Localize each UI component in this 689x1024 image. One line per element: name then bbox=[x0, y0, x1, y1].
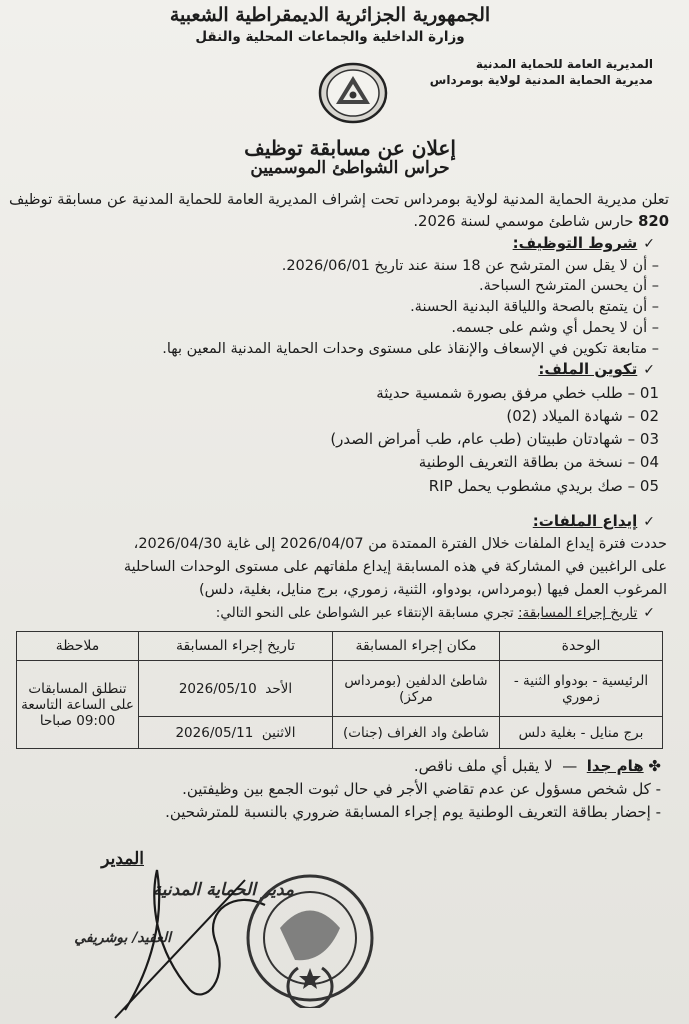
condition-item: – متابعة تكوين في الإسعاف والإنقاذ على مستوى وحدات الحماية المدنية المعين بها. bbox=[162, 341, 659, 357]
table-header: مكان إجراء المسابقة bbox=[333, 632, 500, 661]
deposit-heading: ✓إيداع الملفات: bbox=[532, 512, 655, 530]
important-note: - كل شخص مسؤول عن عدم تقاضي الأجر في حال ثبوت الجمع بين وظيفتين. bbox=[182, 780, 661, 798]
header-ministry: وزارة الداخلية والجماعات المحلية والنقل bbox=[195, 29, 465, 45]
official-stamp bbox=[240, 868, 380, 1008]
four-point-star-icon: ✤ bbox=[648, 757, 661, 775]
announcement-subtitle: حراس الشواطئ الموسميين bbox=[250, 158, 450, 178]
header-republic: الجمهورية الجزائرية الديمقراطية الشعبية bbox=[169, 4, 491, 26]
civil-protection-logo bbox=[318, 62, 388, 124]
header-directorate: مديرية الحماية المدنية لولاية بومرداس bbox=[429, 73, 653, 87]
schedule-heading: تاريخ إجراء المسابقة: bbox=[517, 605, 638, 621]
header-directorates bbox=[393, 56, 653, 88]
important-note: لا يقبل أي ملف ناقص. bbox=[413, 757, 553, 775]
file-item: 05 – صك بريدي مشطوب يحمل RIP bbox=[428, 477, 659, 495]
schedule-line bbox=[15, 603, 655, 623]
date-cell: الأحد 2026/05/10 bbox=[139, 661, 333, 717]
intro-part1: تعلن مديرية الحماية المدنية لولاية بومرداس تحت إشراف المديرية العامة للحماية المدنية عن مسابقة توظيف bbox=[9, 191, 669, 208]
date-cell: الاثنين 2026/05/11 bbox=[139, 717, 333, 749]
intro-count: 820 bbox=[638, 213, 669, 230]
place-cell: شاطئ واد الغراف (جنات) bbox=[333, 717, 500, 749]
table-header: تاريخ إجراء المسابقة bbox=[139, 632, 333, 661]
note-cell: تنطلق المسابقات على الساعة التاسعة 09:00 صباحا bbox=[17, 661, 139, 749]
important-line: ✤ هام جدا — لا يقبل أي ملف ناقص. bbox=[413, 757, 661, 775]
file-item: 04 – نسخة من بطاقة التعريف الوطنية bbox=[418, 453, 659, 471]
condition-item: – أن لا يحمل أي وشم على جسمه. bbox=[451, 320, 659, 336]
deposit-line2: على الراغبين في المشاركة في هذه المسابقة إيداع ملفاتهم على مستوى الوحدات الساحلية bbox=[123, 559, 667, 575]
condition-item: – أن لا يقل سن المترشح عن 18 سنة عند تاريخ 2026/06/01. bbox=[281, 258, 659, 274]
file-heading: ✓تكوين الملف: bbox=[538, 360, 655, 378]
table-row bbox=[17, 661, 663, 717]
schedule-text: تجري مسابقة الإنتقاء عبر الشواطئ على النحو التالي: bbox=[215, 605, 514, 621]
table-header: الوحدة bbox=[500, 632, 663, 661]
header-general-directorate: المديرية العامة للحماية المدنية bbox=[475, 57, 653, 71]
checkmark-icon: ✓ bbox=[643, 236, 655, 252]
file-item: 02 – شهادة الميلاد (02) bbox=[506, 407, 659, 425]
conditions-heading: ✓شروط التوظيف: bbox=[512, 234, 655, 252]
important-note: - إحضار بطاقة التعريف الوطنية يوم إجراء المسابقة ضروري بالنسبة للمترشحين. bbox=[165, 803, 661, 821]
intro-part2: حارس شاطئ موسمي لسنة 2026. bbox=[413, 213, 634, 230]
condition-item: – أن يحسن المترشح السباحة. bbox=[479, 278, 659, 294]
intro-paragraph bbox=[9, 189, 669, 233]
schedule-table bbox=[16, 631, 663, 749]
file-item: 01 – طلب خطي مرفق بصورة شمسية حديثة bbox=[376, 384, 659, 402]
unit-cell: الرئيسية - بودواو الثنية - زموري bbox=[500, 661, 663, 717]
important-heading: هام جدا bbox=[586, 757, 644, 775]
deposit-line3: المرغوب العمل فيها (بومرداس، بودواو، الثنية، زموري، برج منايل، بغلية، دلس) bbox=[198, 582, 667, 598]
condition-item: – أن يتمتع بالصحة واللياقة البدنية الحسنة. bbox=[410, 299, 659, 315]
place-cell: شاطئ الدلفين (بومرداس مركز) bbox=[333, 661, 500, 717]
unit-cell: برج منايل - بغلية دلس bbox=[500, 717, 663, 749]
signature-position: مدير الحماية المدنية bbox=[152, 880, 294, 900]
announcement-title: إعلان عن مسابقة توظيف bbox=[244, 136, 456, 160]
checkmark-icon: ✓ bbox=[643, 362, 655, 378]
signature-name: العقيد/ بوشريفي bbox=[74, 930, 171, 946]
file-item: 03 – شهادتان طبيتان (طب عام، طب أمراض الصدر) bbox=[330, 430, 659, 448]
deposit-line1: حددت فترة إيداع الملفات خلال الفترة الممتدة من 2026/04/07 إلى غاية 2026/04/30، bbox=[133, 536, 667, 552]
table-header: ملاحظة bbox=[17, 632, 139, 661]
table-header-row bbox=[17, 632, 663, 661]
checkmark-icon: ✓ bbox=[643, 514, 655, 530]
signature-title: المدير bbox=[101, 849, 144, 869]
checkmark-icon: ✓ bbox=[643, 605, 655, 621]
